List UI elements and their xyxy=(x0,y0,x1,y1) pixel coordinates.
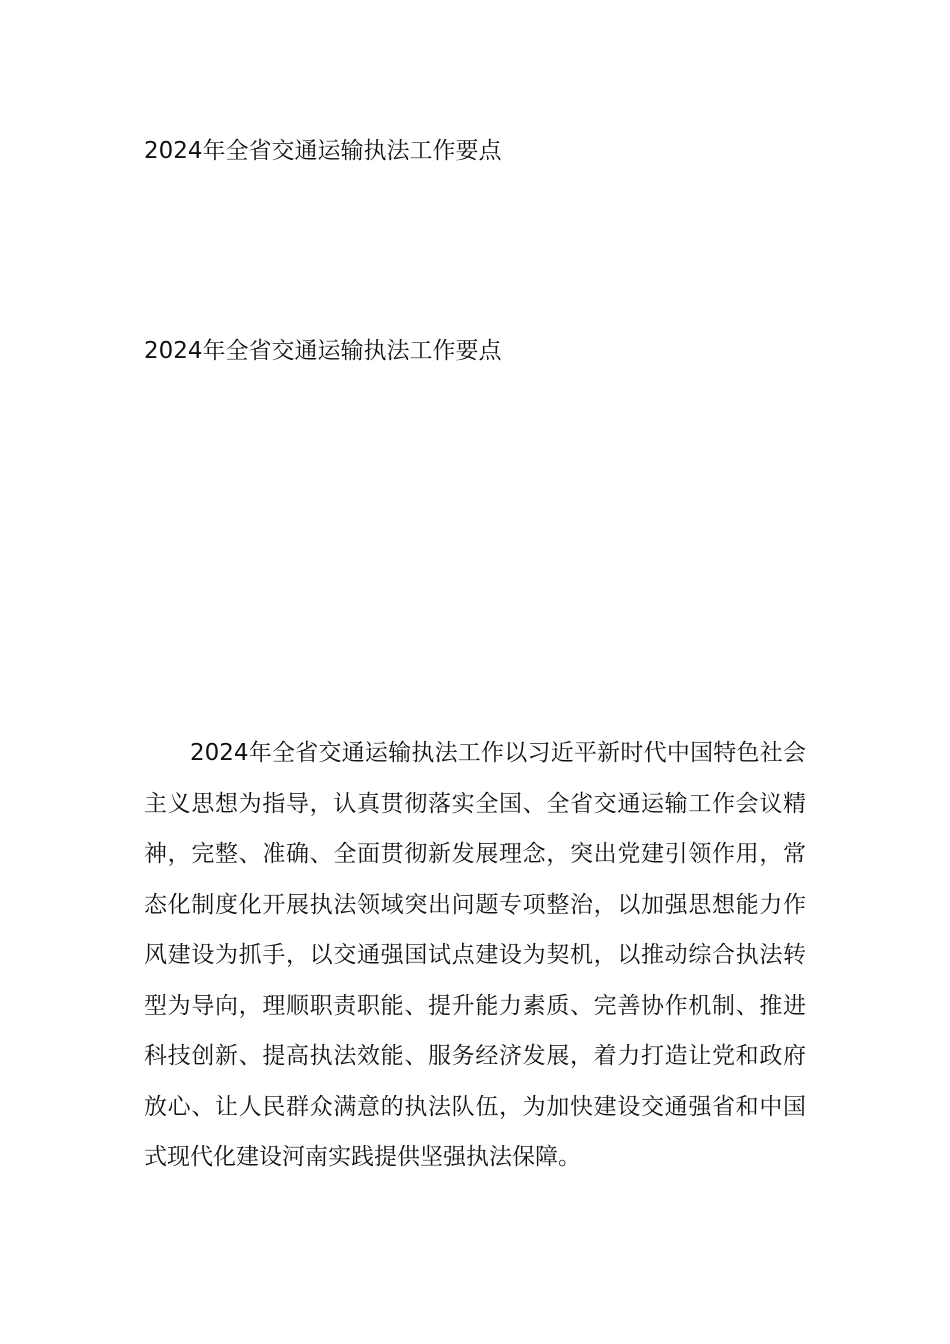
body-paragraph: 2024年全省交通运输执法工作以习近平新时代中国特色社会主义思想为指导，认真贯彻落实全国、全省交通运输工作会议精神，完整、准确、全面贯彻新发展理念，突出党建引领作用，常态化制度化开展执法领域突出问题专项整治，以加强思想能力作风建设为抓手，以交通强国试点建设为契机，以推动综合执法转型为导向，理顺职责职能、提升能力素质、完善协作机制、推进科技创新、提高执法效能、服务经济发展，着力打造让党和政府放心、让人民群众满意的执法队伍，为加快建设交通强省和中国式现代化建设河南实践提供坚强执法保障。 xyxy=(144,740,806,1170)
document-title: 2024年全省交通运输执法工作要点 xyxy=(144,138,502,164)
document-subtitle: 2024年全省交通运输执法工作要点 xyxy=(144,338,502,364)
